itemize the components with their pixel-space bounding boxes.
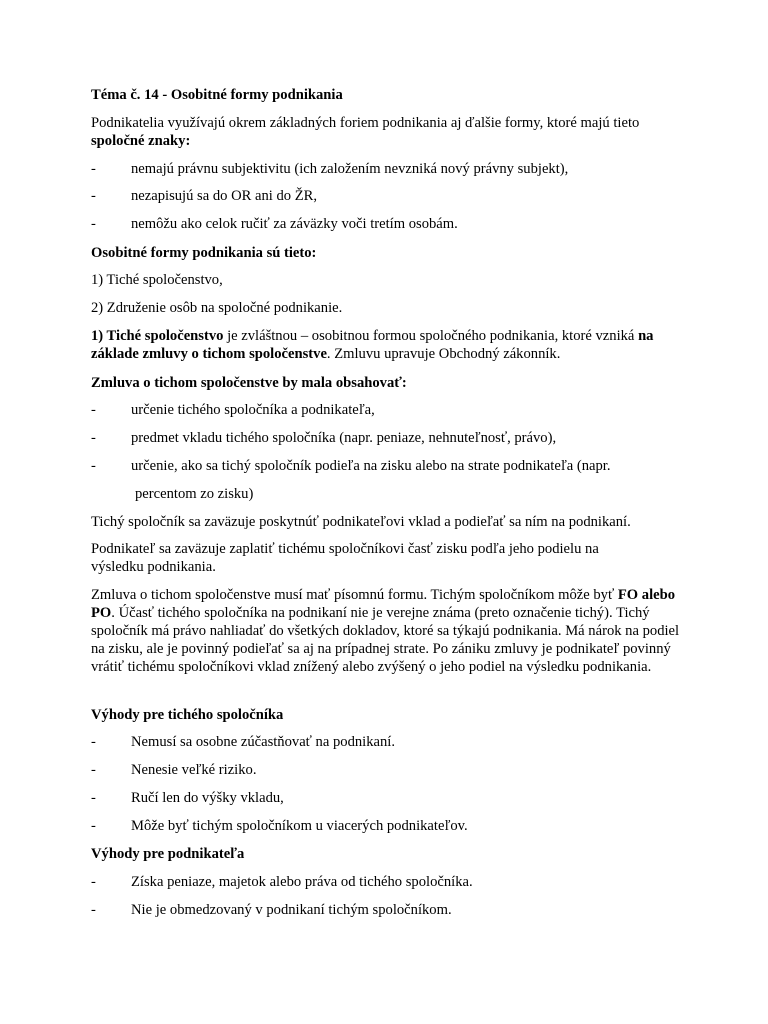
silent-partnership-paragraph: [91, 327, 691, 363]
silent-partnership-law: . Zmluvu upravuje Obchodný zákonník.: [326, 346, 561, 362]
advantages-entrepreneur-heading: Výhody pre podnikateľa: [91, 846, 245, 862]
bullet-dash: -: [91, 402, 96, 418]
bullet-dash: -: [91, 874, 96, 890]
bullet-dash: -: [91, 188, 96, 204]
list-item: Získa peniaze, majetok alebo práva od tichého spoločníka.: [131, 874, 473, 890]
forms-heading: Osobitné formy podnikania sú tieto:: [91, 245, 317, 261]
contract-heading: Zmluva o tichom spoločenstve by mala obsahovať:: [91, 375, 407, 391]
entrepreneur-paragraph: Podnikateľ sa zaväzuje zaplatiť tichému spoločníkovi časť zisku podľa jeho podielu na výsledku podnikania.: [91, 541, 599, 575]
bullet-dash: -: [91, 818, 96, 834]
silent-partnership-contract: na základe zmluvy o tichom spoločenstve: [91, 328, 654, 362]
list-item: určenie, ako sa tichý spoločník podieľa na zisku alebo na strate podnikateľa (napr.: [131, 458, 611, 474]
intro-bold: spoločné znaky:: [91, 133, 191, 149]
form-paragraph: [91, 586, 681, 676]
silent-partnership-text: je zvláštnou – osobitnou formou spoločného podnikania, ktoré vzniká: [223, 328, 639, 344]
list-item-continuation: percentom zo zisku): [135, 486, 254, 502]
form-fo-po: FO alebo PO: [91, 587, 676, 621]
form-item: 2) Združenie osôb na spoločné podnikanie.: [91, 300, 343, 316]
list-item: predmet vkladu tichého spoločníka (napr. peniaze, nehnuteľnosť, právo),: [131, 430, 557, 446]
list-item: Nemusí sa osobne zúčastňovať na podnikaní.: [131, 734, 395, 750]
intro-paragraph: [91, 114, 691, 150]
bullet-dash: -: [91, 430, 96, 446]
list-item: nemajú právnu subjektivitu (ich založením nevzniká nový právny subjekt),: [131, 161, 569, 177]
form-item: 1) Tiché spoločenstvo,: [91, 272, 223, 288]
bullet-dash: -: [91, 161, 96, 177]
list-item: Môže byť tichým spoločníkom u viacerých podnikateľov.: [131, 818, 468, 834]
silent-partnership-term: 1) Tiché spoločenstvo: [91, 328, 224, 344]
bullet-dash: -: [91, 790, 96, 806]
bullet-dash: -: [91, 458, 96, 474]
list-item: Nie je obmedzovaný v podnikaní tichým spoločníkom.: [131, 902, 452, 918]
list-item: Ručí len do výšky vkladu,: [131, 790, 284, 806]
partner-paragraph: Tichý spoločník sa zaväzuje poskytnúť podnikateľovi vklad a podieľať sa ním na podnikaní.: [91, 514, 631, 530]
advantages-partner-heading: Výhody pre tichého spoločníka: [91, 707, 284, 723]
bullet-dash: -: [91, 734, 96, 750]
form-text-2: . Účasť tichého spoločníka na podnikaní nie je verejne známa (preto označenie tichý). Tichý spoločník má právo nahliadať do všetkých dokladov, ktoré sa týkajú podnikania. Má nárok na podiel na zisku, ale je povinný podieľať sa aj na prípadnej strate. Po zániku zmluvy je podnikateľ povinný vrátiť tichému spoločníkovi vklad znížený alebo zvýšený o jeho podiel na výsledku podnikania.: [91, 605, 680, 675]
form-text-1: Zmluva o tichom spoločenstve musí mať písomnú formu. Tichým spoločníkom môže byť: [91, 587, 618, 603]
bullet-dash: -: [91, 762, 96, 778]
bullet-dash: -: [91, 216, 96, 232]
bullet-dash: -: [91, 902, 96, 918]
list-item: Nenesie veľké riziko.: [131, 762, 257, 778]
list-item: nezapisujú sa do OR ani do ŽR,: [131, 188, 318, 204]
list-item: určenie tichého spoločníka a podnikateľa,: [131, 402, 375, 418]
list-item: nemôžu ako celok ručiť za záväzky voči tretím osobám.: [131, 216, 458, 232]
intro-text: Podnikatelia využívajú okrem základných foriem podnikania aj ďalšie formy, ktoré majú tieto: [91, 115, 640, 131]
document-title: Téma č. 14 - Osobitné formy podnikania: [91, 87, 343, 103]
